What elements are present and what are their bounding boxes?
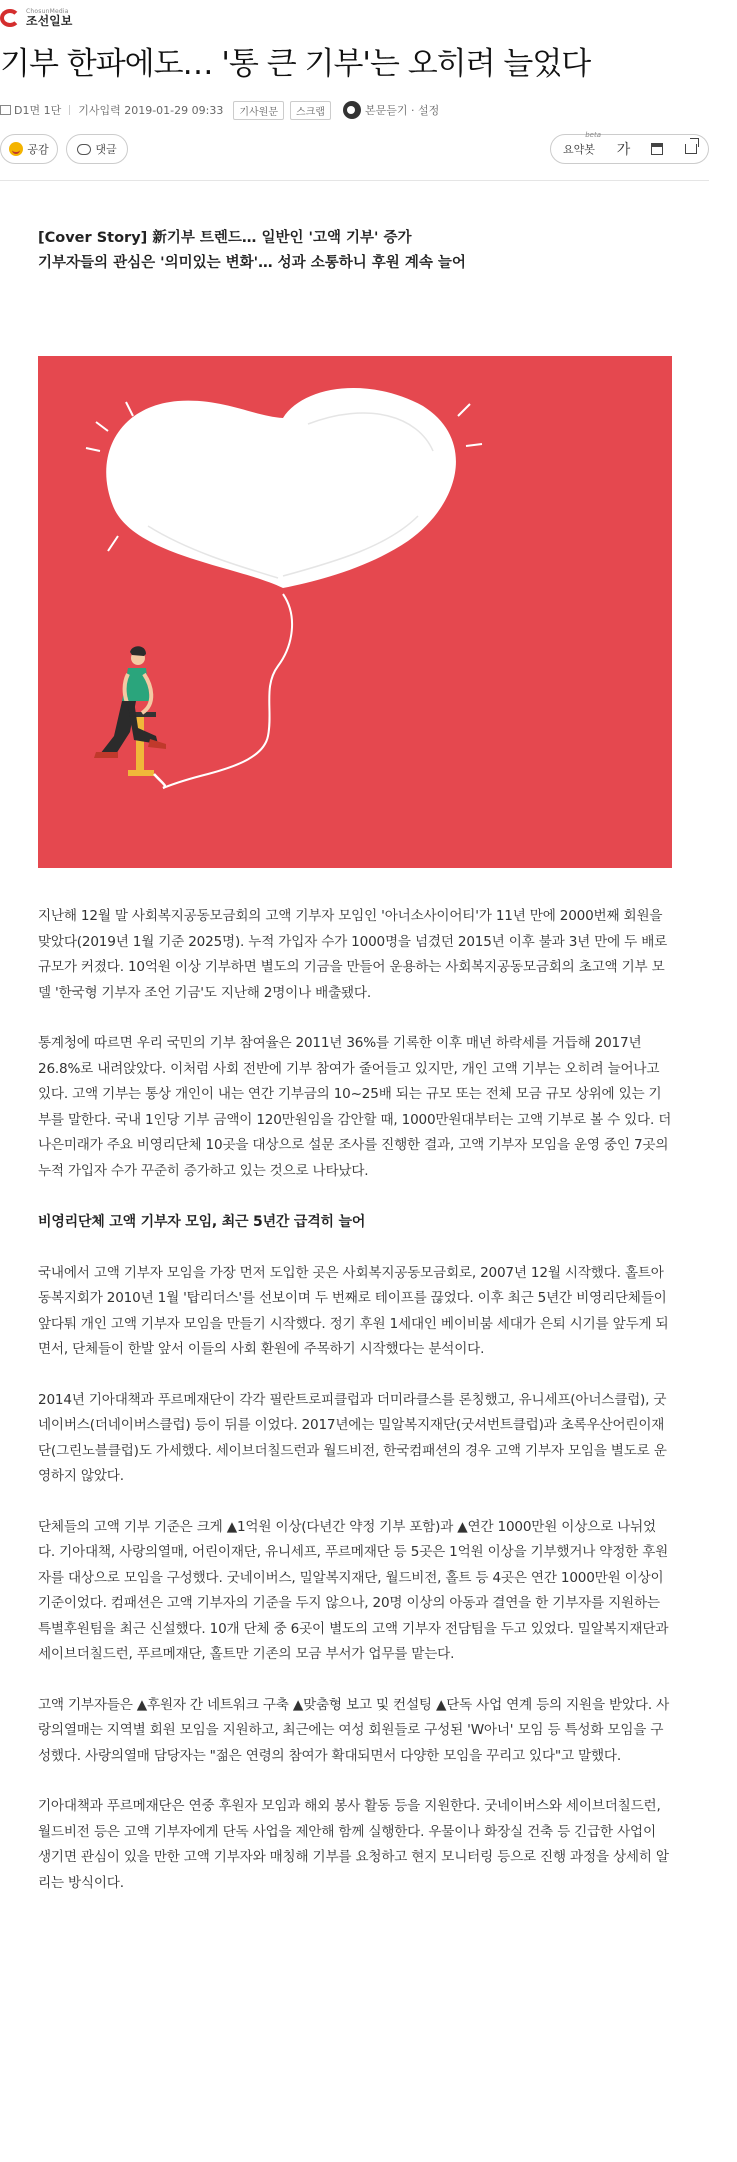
speech-bubble-icon [77, 144, 91, 155]
print-icon [651, 143, 663, 155]
like-label: 공감 [27, 143, 49, 156]
header-divider [0, 180, 709, 181]
body-paragraph: 국내에서 고액 기부자 모임을 가장 먼저 도입한 곳은 사회복지공동모금회로, 2007년 12월 시작했다. 홀트아동복지회가 2010년 1월 '탑리더스'를 선보이며 두 번째로 테이프를 끊었다. 이후 최근 5년간 비영리단체들이 앞다퉈 개인 고액 기부자 모임을 만들기 시작했다. 정기 후원 1세대인 베이비붐 세대가 은퇴 시기를 앞두게 되면서, 단체들이 한발 앞서 이들의 사회 환원에 주목하기 시작했다는 분석이다. [38, 1264, 669, 1357]
body-paragraph: 기아대책과 푸르메재단은 연중 후원자 모임과 해외 봉사 활동 등을 지원한다. 굿네이버스와 세이브더칠드런, 월드비전 등은 고액 기부자에게 단독 사업을 제안해 함께 실행한다. 우물이나 화장실 건축 등 긴급한 사업이 생기면 관심이 있을 만한 고액 기부자와 매칭해 기부를 요청하고 현지 모니터링 등으로 진행 과정을 상세히 알리는 방식이다. [38, 1798, 669, 1891]
summary-bot-button[interactable] [550, 131, 608, 164]
article-illustration [38, 356, 672, 868]
listen-control[interactable] [343, 101, 439, 119]
logo-small-text: ChosunMedia [26, 8, 69, 15]
share-button[interactable] [673, 134, 709, 164]
body-paragraph: 단체들의 고액 기부 기준은 크게 ▲1억원 이상(다년간 약정 기부 포함)과 ▲연간 1000만원 이상으로 나뉘었다. 기아대책, 사랑의열매, 어린이재단, 유니세프, 푸르메재단 등 5곳은 1억원 이상을 기부했거나 약정한 후원자를 대상으로 모임을 구성했다. 굿네이버스, 밀알복지재단, 월드비전, 홀트 등 4곳은 연간 1000만원 이상이 기준이었다. 컴패션은 고액 기부자의 기준을 두지 않으나, 20명 이상의 아동과 결연을 한 기부자를 지원하는 특별후원팀을 최근 신설했다. 10개 단체 중 6곳이 별도의 고액 기부자 전담팀을 두고 있었다. 밀알복지재단과 세이브더칠드런, 푸르메재단, 홀트만 기존의 모금 부서가 업무를 맡는다. [38, 1518, 669, 1662]
press-logo[interactable] [0, 7, 72, 29]
smile-icon [9, 142, 23, 156]
speaker-icon [343, 101, 361, 119]
share-icon [685, 144, 697, 154]
logo-mark-icon [0, 7, 24, 29]
beta-badge: beta [585, 131, 601, 139]
original-article-link[interactable]: 기사원문 [233, 101, 284, 120]
subtitle-line: [Cover Story] 新기부 트렌드… 일반인 '고액 기부' 증가 [38, 230, 412, 246]
newspaper-icon [0, 105, 11, 115]
subtitle-line: 기부자들의 관심은 '의미있는 변화'… 성과 소통하니 후원 계속 늘어 [38, 255, 466, 271]
like-button[interactable] [0, 134, 58, 164]
header [0, 0, 737, 34]
font-size-label: 가 [616, 142, 631, 158]
edition-label: D1면 1단 [14, 104, 62, 117]
scrap-button[interactable]: 스크랩 [290, 101, 331, 120]
logo-name: 조선일보 [26, 14, 73, 28]
summary-label: 요약봇 [563, 143, 595, 156]
article-body [38, 904, 672, 1896]
article-headline: 기부 한파에도… '통 큰 기부'는 오히려 늘었다 [0, 46, 591, 82]
section-heading: 비영리단체 고액 기부자 모임, 최근 5년간 급격히 늘어 [38, 1214, 366, 1230]
body-paragraph: 2014년 기아대책과 푸르메재단이 각각 필란트로피클럽과 더미라클스를 론칭했고, 유니세프(아너스클럽), 굿네이버스(더네이버스클럽) 등이 뒤를 이었다. 2017년에는 밀알복지재단(굿셔번트클럽)과 초록우산어린이재단(그린노블클럽)도 가세했다. 세이브더칠드런과 월드비전, 한국컴패션의 경우 고액 기부자 모임을 별도로 운영하지 않았다. [38, 1391, 667, 1484]
heart-balloon-illustration [38, 356, 672, 868]
listen-label: 본문듣기 · 설정 [364, 104, 440, 117]
comment-button[interactable] [66, 134, 128, 164]
body-paragraph: 고액 기부자들은 ▲후원자 간 네트워크 구축 ▲맞춤형 보고 및 컨설팅 ▲단독 사업 연계 등의 지원을 받았다. 사랑의열매는 지역별 회원 모임을 지원하고, 최근에는 여성 회원들로 구성된 'W아너' 모임 등 특성화 모임을 구성했다. 사랑의열매 담당자는 "젊은 연령의 참여가 확대되면서 다양한 모임을 꾸리고 있다"고 말했다. [38, 1696, 670, 1764]
meta-divider [69, 105, 70, 115]
comment-label: 댓글 [95, 143, 117, 156]
article-meta [0, 98, 737, 122]
print-button[interactable] [640, 134, 674, 164]
published-date: 기사입력 2019-01-29 09:33 [78, 104, 224, 117]
font-size-button[interactable] [607, 134, 641, 164]
action-bar [0, 131, 737, 168]
body-paragraph: 통계청에 따르면 우리 국민의 기부 참여율은 2011년 36%를 기록한 이후 매년 하락세를 거듭해 2017년 26.8%로 내려앉았다. 이처럼 사회 전반에 기부 참여가 줄어들고 있지만, 개인 고액 기부는 오히려 늘어나고 있다. 고액 기부는 통상 개인이 내는 연간 기부금의 10~25배 되는 규모 또는 전체 모금 규모 상위에 있는 기부를 말한다. 국내 1인당 기부 금액이 120만원임을 감안할 때, 1000만원대부터는 고액 기부로 볼 수 있다. 더나은미래가 주요 비영리단체 10곳을 대상으로 설문 조사를 진행한 결과, 고액 기부자 모임을 운영 중인 7곳의 누적 가입자 수가 꾸준히 증가하고 있는 것으로 나타났다. [38, 1035, 672, 1179]
body-paragraph: 지난해 12월 말 사회복지공동모금회의 고액 기부자 모임인 '아너소사이어티'가 11년 만에 2000번째 회원을 맞았다(2019년 1월 기준 2025명). 누적 가입자 수가 1000명을 넘겼던 2015년 이후 불과 3년 만에 두 배로 규모가 커졌다. 10억원 이상 기부하면 별도의 기금을 만들어 운용하는 사회복지공동모금회의 초고액 기부 모델 '한국형 기부자 조언 기금'도 지난해 2명이나 배출됐다. [38, 908, 668, 1001]
article-subtitle [38, 226, 737, 276]
